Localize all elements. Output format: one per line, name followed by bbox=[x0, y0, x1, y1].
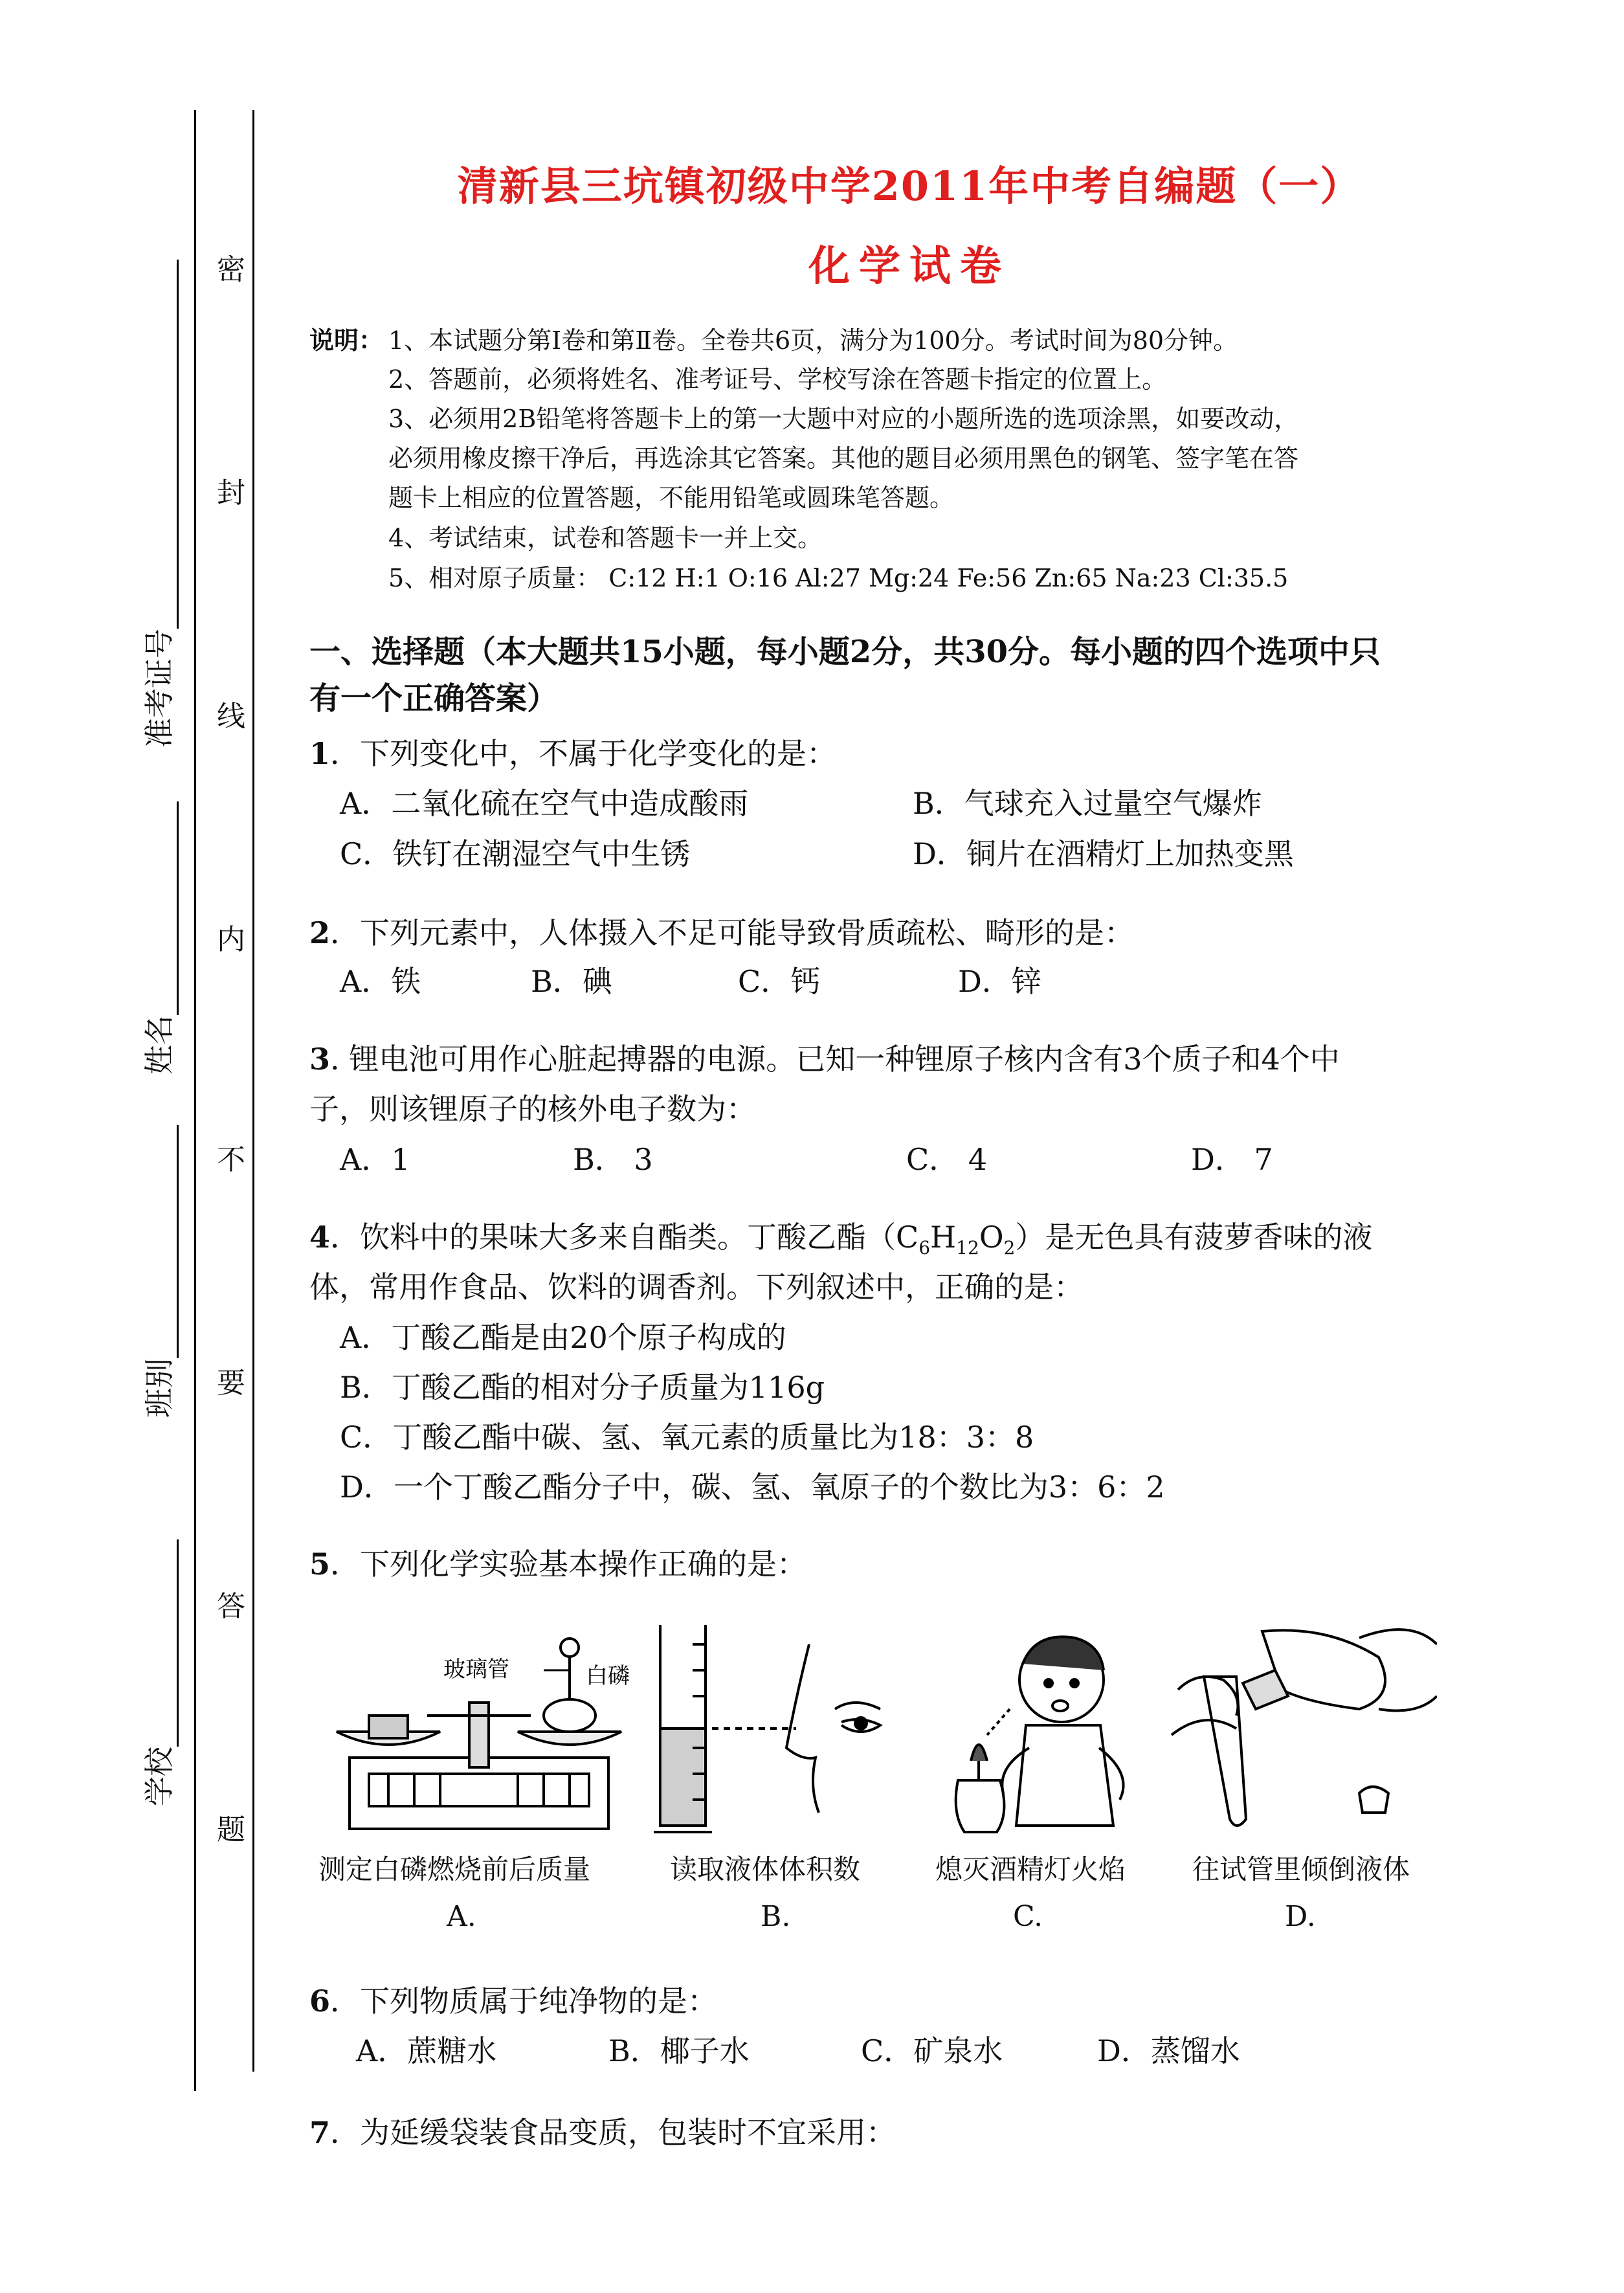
question-2 bbox=[309, 910, 1134, 952]
field-exam-number[interactable] bbox=[136, 260, 179, 748]
field-school-label: 学校 bbox=[142, 1747, 177, 1806]
field-name[interactable] bbox=[136, 801, 179, 1075]
caption-a: 测定白磷燃烧前后质量 bbox=[318, 1853, 591, 1885]
figure-balance bbox=[324, 1618, 634, 1845]
question-stem: ．饮料中的果味大多来自酯类。丁酸乙酯（C bbox=[330, 1220, 919, 1255]
question-6 bbox=[309, 1978, 717, 2020]
caption-d: 往试管里倾倒液体 bbox=[1192, 1853, 1410, 1885]
question-stem: ．下列物质属于纯净物的是： bbox=[330, 1984, 718, 2019]
instructions-label: 说明： bbox=[309, 326, 384, 355]
option-d[interactable]: D．锌 bbox=[958, 964, 1041, 999]
question-number: 1 bbox=[309, 736, 331, 771]
formula-h: H bbox=[930, 1220, 957, 1255]
option-c[interactable]: C. bbox=[1013, 1900, 1043, 1933]
field-school[interactable] bbox=[136, 1539, 179, 1806]
question-stem: ．为延缓袋装食品变质，包装时不宜采用： bbox=[330, 2115, 896, 2150]
figure-pouring bbox=[1165, 1618, 1437, 1845]
question-number: 3 bbox=[309, 1042, 331, 1077]
question-number: 6 bbox=[309, 1984, 331, 2019]
field-class-label: 班别 bbox=[142, 1358, 177, 1418]
option-a[interactable]: A．二氧化硫在空气中造成酸雨 bbox=[340, 786, 749, 821]
formula-sub: 2 bbox=[1003, 1237, 1016, 1259]
binding-line-outer bbox=[194, 110, 196, 2091]
question-number: 2 bbox=[309, 915, 331, 950]
question-stem: ．下列元素中，人体摄入不足可能导致骨质疏松、畸形的是： bbox=[330, 915, 1135, 950]
option-d[interactable]: D．蒸馏水 bbox=[1097, 2033, 1240, 2068]
section-heading: 一、选择题（本大题共15小题，每小题2分，共30分。每小题的四个选项中只 bbox=[309, 634, 1381, 670]
figure-alcohol-lamp bbox=[926, 1618, 1159, 1845]
question-5 bbox=[309, 1541, 806, 1583]
option-c[interactable]: C．铁钉在潮湿空气中生锈 bbox=[340, 836, 691, 871]
instruction-item: 必须用橡皮擦干净后，再选涂其它答案。其他的题目必须用黑色的钢笔、签字笔在答 bbox=[388, 444, 1299, 473]
question-7 bbox=[309, 2109, 896, 2152]
section-heading: 有一个正确答案） bbox=[309, 680, 559, 717]
figure-cylinder bbox=[647, 1618, 919, 1845]
option-b[interactable]: B． 3 bbox=[573, 1142, 653, 1177]
seal-char: 答 bbox=[217, 1590, 245, 1623]
question-stem: . 锂电池可用作心脏起搏器的电源。已知一种锂原子核内含有3个质子和4个中 bbox=[330, 1042, 1340, 1077]
formula-o: O bbox=[979, 1220, 1004, 1255]
caption-b: 读取液体体积数 bbox=[670, 1853, 861, 1885]
question-stem: ．下列变化中，不属于化学变化的是： bbox=[330, 736, 837, 771]
label-white-phosphorus: 白磷 bbox=[586, 1663, 630, 1689]
seal-char: 封 bbox=[217, 476, 245, 509]
question-stem: ．下列化学实验基本操作正确的是： bbox=[330, 1547, 807, 1582]
seal-char: 线 bbox=[217, 700, 245, 733]
question-number: 4 bbox=[309, 1220, 331, 1255]
option-b[interactable]: B．丁酸乙酯的相对分子质量为116g bbox=[340, 1370, 825, 1405]
option-c[interactable]: C．钙 bbox=[738, 964, 821, 999]
question-stem: ）是无色具有菠萝香味的液 bbox=[1015, 1220, 1373, 1255]
question-3 bbox=[309, 1036, 1340, 1079]
field-name-line[interactable] bbox=[177, 801, 179, 1015]
option-b[interactable]: B．气球充入过量空气爆炸 bbox=[913, 786, 1262, 821]
formula-sub: 12 bbox=[956, 1237, 979, 1259]
field-class[interactable] bbox=[136, 1125, 179, 1418]
caption-c: 熄灭酒精灯火焰 bbox=[935, 1853, 1126, 1885]
seal-char: 题 bbox=[217, 1813, 245, 1846]
option-c[interactable]: C．丁酸乙酯中碳、氢、氧元素的质量比为18：3：8 bbox=[340, 1420, 1034, 1455]
field-name-label: 姓名 bbox=[142, 1015, 177, 1075]
option-d[interactable]: D． 7 bbox=[1191, 1142, 1273, 1177]
option-a[interactable]: A．丁酸乙酯是由20个原子构成的 bbox=[340, 1320, 786, 1355]
option-d[interactable]: D．一个丁酸乙酯分子中，碳、氢、氧原子的个数比为3：6：2 bbox=[340, 1470, 1165, 1504]
instruction-item: 1、本试题分第Ⅰ卷和第Ⅱ卷。全卷共6页，满分为100分。考试时间为80分钟。 bbox=[388, 326, 1238, 355]
instruction-item: 2、答题前，必须将姓名、准考证号、学校写涂在答题卡指定的位置上。 bbox=[388, 365, 1167, 394]
field-school-line[interactable] bbox=[177, 1539, 179, 1747]
question-stem-cont: 体，常用作食品、饮料的调香剂。下列叙述中，正确的是： bbox=[309, 1270, 1084, 1304]
instruction-item: 4、考试结束，试卷和答题卡一并上交。 bbox=[388, 524, 823, 552]
seal-char: 不 bbox=[217, 1143, 245, 1176]
option-a[interactable]: A．蔗糖水 bbox=[356, 2033, 497, 2068]
seal-char: 内 bbox=[217, 923, 245, 956]
question-number: 7 bbox=[309, 2115, 331, 2150]
instruction-item: 5、相对原子质量： C:12 H:1 O:16 Al:27 Mg:24 Fe:56 Zn:65 Na:23 Cl:35.5 bbox=[388, 564, 1289, 592]
instruction-item: 题卡上相应的位置答题，不能用铅笔或圆珠笔答题。 bbox=[388, 484, 955, 512]
field-exam-number-line[interactable] bbox=[177, 260, 179, 629]
page-title: 清新县三坑镇初级中学2011年中考自编题（一） bbox=[457, 162, 1362, 210]
seal-char: 密 bbox=[217, 253, 245, 286]
option-b[interactable]: B．椰子水 bbox=[608, 2033, 750, 2068]
field-exam-number-label: 准考证号 bbox=[142, 629, 177, 748]
question-4 bbox=[309, 1214, 1372, 1258]
instruction-item: 3、必须用2B铅笔将答题卡上的第一大题中对应的小题所选的选项涂黑，如要改动， bbox=[388, 405, 1299, 433]
option-b[interactable]: B．碘 bbox=[531, 964, 612, 999]
option-b[interactable]: B. bbox=[761, 1900, 791, 1933]
option-d[interactable]: D．铜片在酒精灯上加热变黑 bbox=[913, 836, 1294, 871]
question-stem-cont: 子，则该锂原子的核外电子数为： bbox=[309, 1091, 756, 1126]
option-a[interactable]: A．铁 bbox=[340, 964, 421, 999]
field-class-line[interactable] bbox=[177, 1125, 179, 1358]
option-d[interactable]: D. bbox=[1285, 1900, 1316, 1933]
page-subtitle: 化学试卷 bbox=[808, 242, 1010, 291]
seal-char: 要 bbox=[217, 1367, 245, 1400]
question-number: 5 bbox=[309, 1547, 331, 1582]
option-c[interactable]: C．矿泉水 bbox=[861, 2033, 1003, 2068]
option-c[interactable]: C． 4 bbox=[906, 1142, 988, 1177]
binding-line-inner bbox=[252, 110, 254, 2072]
formula-sub: 6 bbox=[918, 1237, 931, 1259]
option-a[interactable]: A. bbox=[447, 1900, 476, 1933]
label-glass-tube: 玻璃管 bbox=[443, 1657, 509, 1683]
question-1 bbox=[309, 730, 836, 773]
option-a[interactable]: A．1 bbox=[340, 1142, 410, 1177]
